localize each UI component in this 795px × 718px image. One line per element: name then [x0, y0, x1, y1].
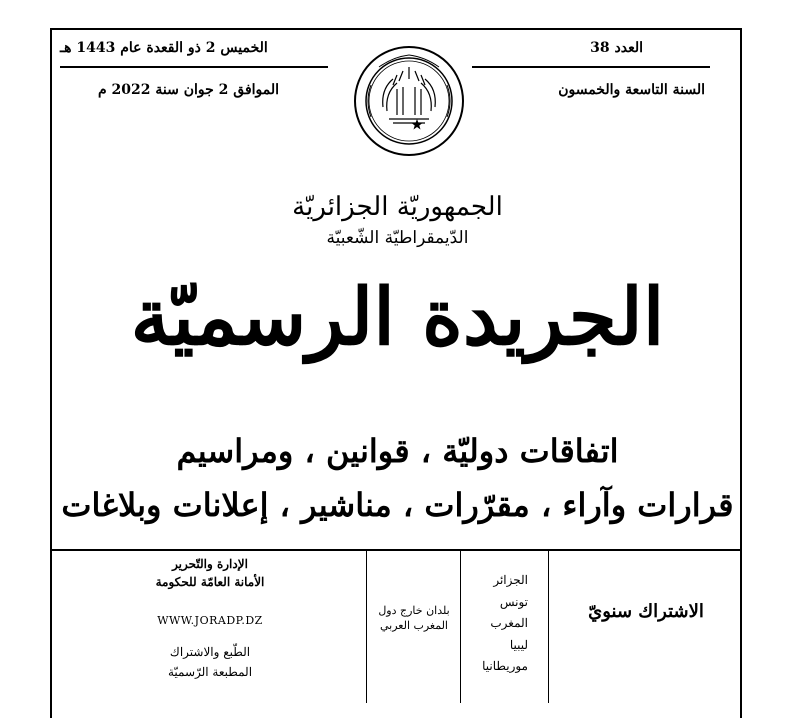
journal-title: الجريدة الرسميّة: [130, 272, 665, 363]
country-morocco: المغرب: [490, 616, 528, 630]
republic-name-line2: الدّيمقراطيّة الشّعبيّة: [326, 228, 469, 248]
administration-body: الأمانة العامّة للحكومة: [155, 575, 265, 589]
printing-title: الطّبع والاشتراك: [169, 645, 251, 659]
hijri-date: الخميس 2 ذو القعدة عام 1443 هـ: [60, 40, 268, 56]
table-top-border: [50, 549, 742, 551]
country-tunisia: تونس: [499, 594, 528, 609]
header-rule-left: [60, 66, 328, 68]
state-seal-icon: [353, 45, 465, 157]
administration-title: الإدارة والتّحرير: [172, 557, 248, 571]
issue-number: العدد 38: [590, 40, 643, 56]
subtitle-line1: اتفاقات دوليّة ، قوانين ، ومراسيم: [176, 432, 619, 470]
table-divider-2: [460, 551, 461, 703]
subtitle-line2: قرارات وآراء ، مقرّرات ، مناشير ، إعلانات وبلاغات: [61, 486, 734, 524]
table-divider-3: [366, 551, 367, 703]
country-list: [466, 570, 544, 678]
table-divider-1: [548, 551, 549, 703]
country-mauritania: موريطانيا: [482, 659, 528, 673]
header-rule-right: [472, 66, 710, 68]
gregorian-date: الموافق 2 جوان سنة 2022 م: [98, 82, 280, 98]
republic-name-line1: الجمهوريّة الجزائريّة: [292, 192, 503, 222]
website-link[interactable]: WWW.JORADP.DZ: [157, 614, 263, 627]
country-libya: ليبيا: [509, 637, 528, 652]
printing-body: المطبعة الرّسميّة: [167, 665, 253, 679]
subscription-label: الاشتراك سنويّ: [588, 601, 704, 622]
foreign-countries-label: بلدان خارج دول المغرب العربي: [378, 604, 450, 632]
publication-year: السنة التاسعة والخمسون: [558, 82, 705, 98]
country-algeria: الجزائر: [493, 573, 528, 587]
